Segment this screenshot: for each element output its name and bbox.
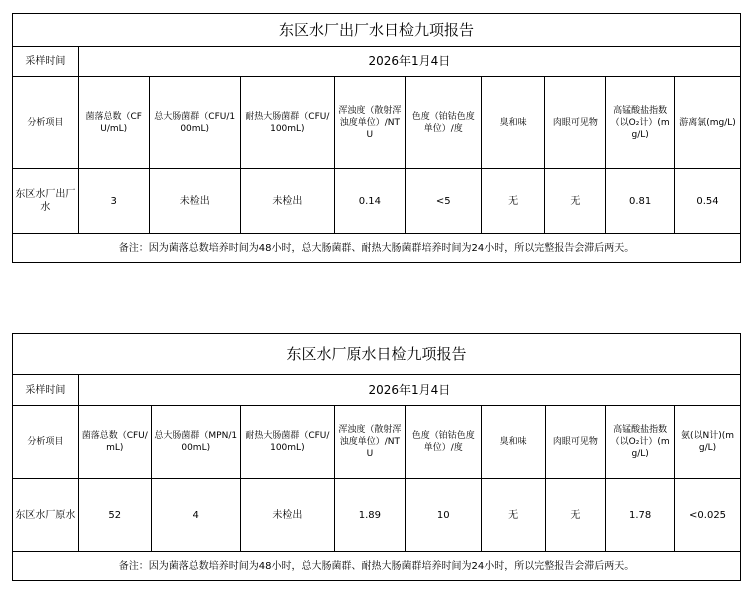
sample-time-label: 采样时间 [13, 47, 79, 77]
value-ammonia: <0.025 [675, 479, 741, 552]
header-colony-count: 菌落总数（CFU/mL) [78, 406, 151, 479]
header-odor-taste: 臭和味 [481, 406, 545, 479]
value-turbidity: 1.89 [334, 479, 405, 552]
value-chroma: 10 [405, 479, 481, 552]
value-total-coliforms: 4 [151, 479, 240, 552]
header-total-coliforms: 总大肠菌群（CFU/100mL) [149, 77, 240, 169]
report-title: 东区水厂原水日检九项报告 [13, 334, 741, 375]
sample-time-label: 采样时间 [13, 375, 79, 406]
header-ammonia: 氨(以N计)(mg/L) [675, 406, 741, 479]
analysis-item-label: 分析项目 [13, 77, 79, 169]
sample-name: 东区水厂原水 [13, 479, 79, 552]
header-free-chlorine: 游离氯(mg/L) [675, 77, 741, 169]
value-permanganate-index: 0.81 [606, 169, 675, 234]
value-colony-count: 3 [78, 169, 149, 234]
value-turbidity: 0.14 [334, 169, 405, 234]
header-thermotolerant-coliforms: 耐热大肠菌群（CFU/100mL) [240, 406, 334, 479]
header-odor-taste: 臭和味 [481, 77, 545, 169]
header-total-coliforms: 总大肠菌群（MPN/100mL) [151, 406, 240, 479]
header-visible-matter: 肉眼可见物 [545, 77, 606, 169]
value-total-coliforms: 未检出 [149, 169, 240, 234]
header-permanganate-index: 高锰酸盐指数（以O₂计）(mg/L) [606, 406, 675, 479]
value-colony-count: 52 [78, 479, 151, 552]
header-turbidity: 浑浊度（散射浑浊度单位）/NTU [334, 77, 405, 169]
value-odor-taste: 无 [481, 479, 545, 552]
report-title: 东区水厂出厂水日检九项报告 [13, 14, 741, 47]
header-visible-matter: 肉眼可见物 [545, 406, 606, 479]
value-odor-taste: 无 [481, 169, 545, 234]
report-note: 备注：因为菌落总数培养时间为48小时，总大肠菌群、耐热大肠菌群培养时间为24小时，所以完整报告会滞后两天。 [13, 234, 741, 263]
report-table-raw-water [12, 333, 741, 581]
header-chroma: 色度（铂钴色度单位）/度 [405, 406, 481, 479]
sample-date: 2026年1月4日 [78, 375, 740, 406]
value-thermotolerant-coliforms: 未检出 [240, 479, 334, 552]
report-note: 备注：因为菌落总数培养时间为48小时，总大肠菌群、耐热大肠菌群培养时间为24小时，所以完整报告会滞后两天。 [13, 552, 741, 581]
value-chroma: <5 [405, 169, 481, 234]
value-visible-matter: 无 [545, 169, 606, 234]
sample-date: 2026年1月4日 [78, 47, 740, 77]
sample-name: 东区水厂出厂水 [13, 169, 79, 234]
value-permanganate-index: 1.78 [606, 479, 675, 552]
report-table-finished-water [12, 13, 741, 263]
analysis-item-label: 分析项目 [13, 406, 79, 479]
header-thermotolerant-coliforms: 耐热大肠菌群（CFU/100mL) [240, 77, 334, 169]
value-visible-matter: 无 [545, 479, 606, 552]
header-turbidity: 浑浊度（散射浑浊度单位）/NTU [334, 406, 405, 479]
header-permanganate-index: 高锰酸盐指数（以O₂计）(mg/L) [606, 77, 675, 169]
header-chroma: 色度（铂钴色度单位）/度 [405, 77, 481, 169]
value-thermotolerant-coliforms: 未检出 [240, 169, 334, 234]
header-colony-count: 菌落总数（CFU/mL) [78, 77, 149, 169]
value-free-chlorine: 0.54 [675, 169, 741, 234]
